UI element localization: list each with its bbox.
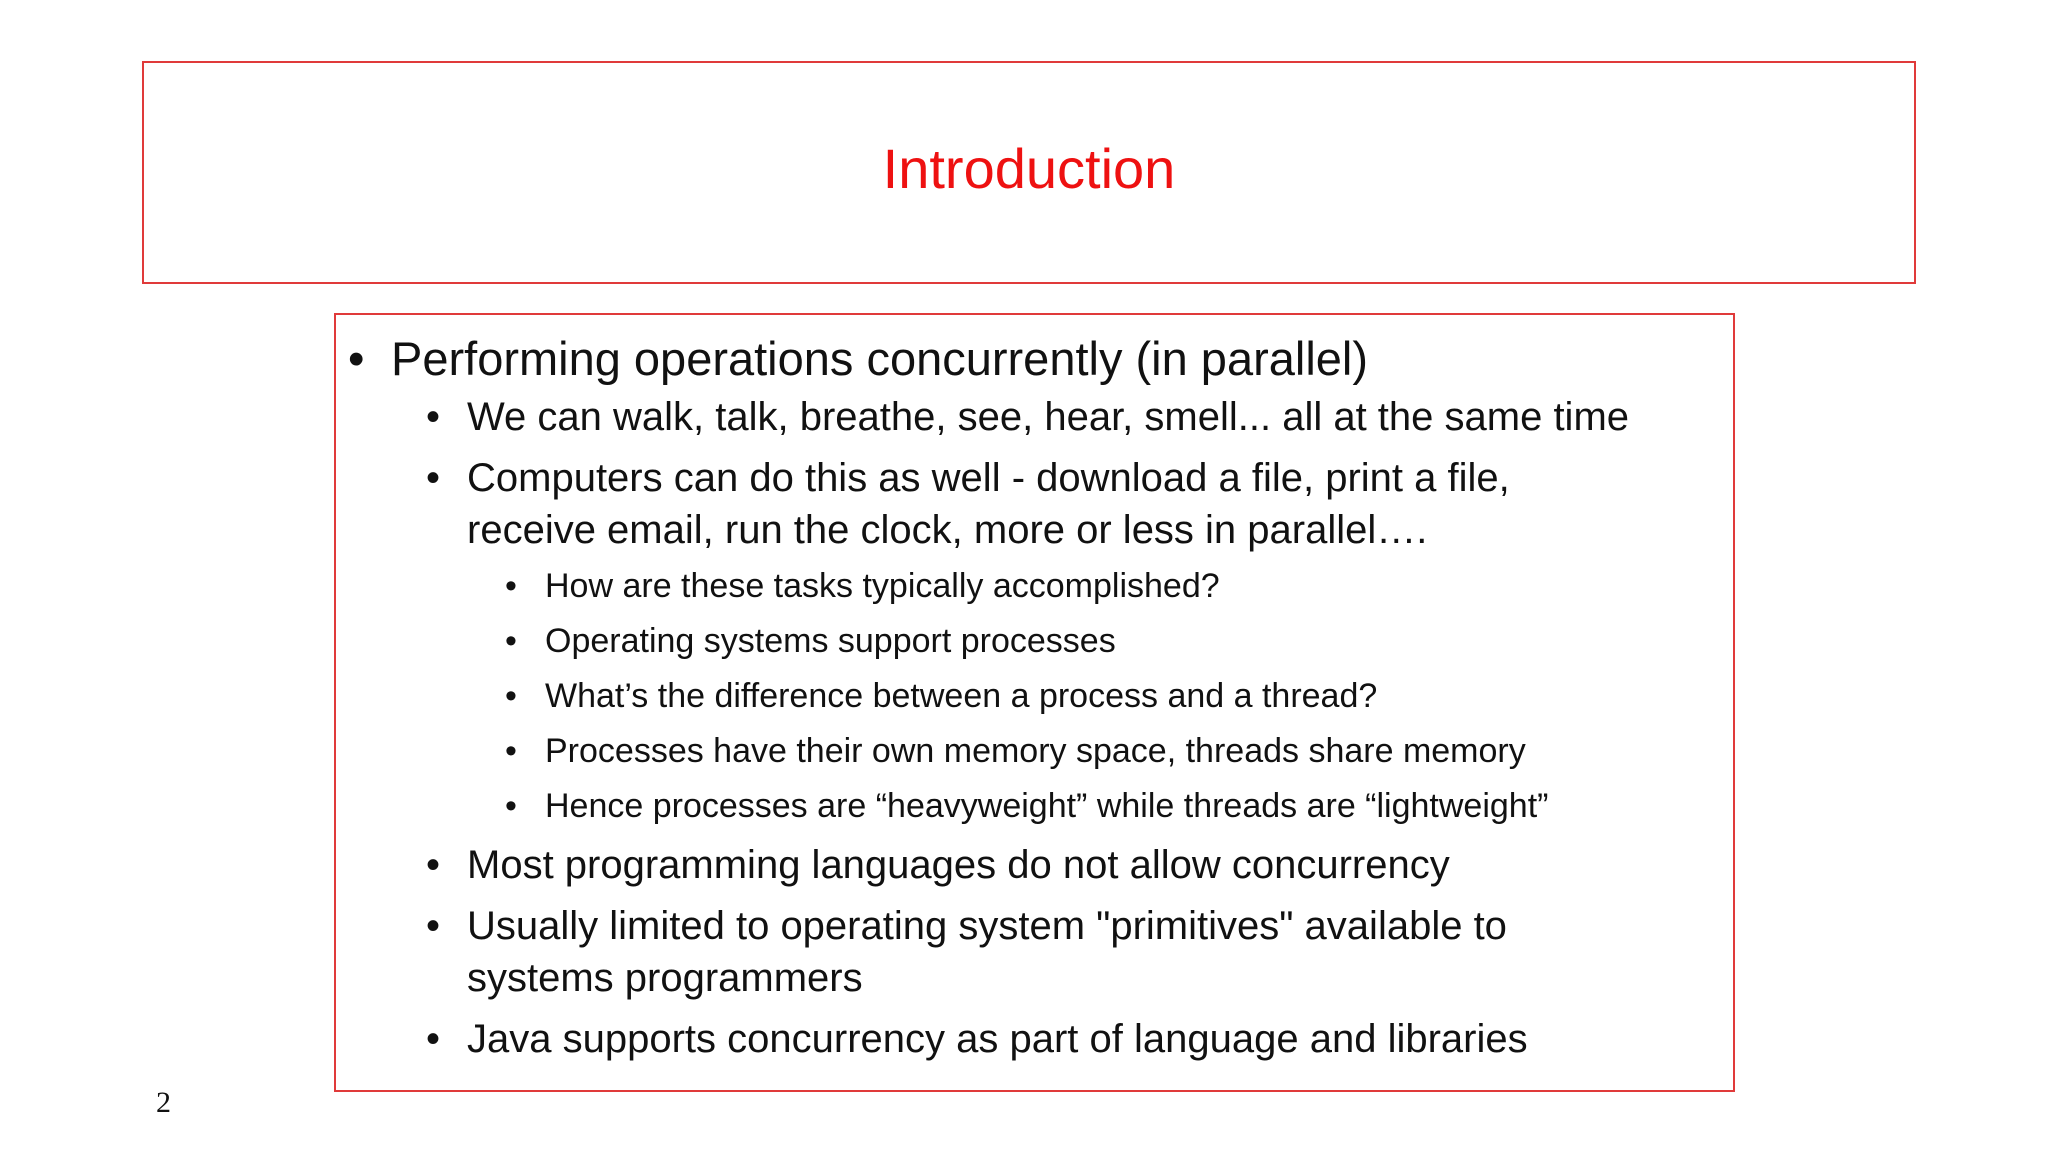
- bullet: •: [426, 456, 441, 500]
- bullet-text: Java supports concurrency as part of language and libraries: [467, 1017, 1528, 1061]
- title-box: [142, 61, 1916, 284]
- bullet-text: We can walk, talk, breathe, see, hear, smell... all at the same time: [467, 395, 1630, 439]
- bullet: •: [505, 677, 517, 715]
- bullet-text-continued: receive email, run the clock, more or less in parallel….: [467, 508, 1428, 552]
- bullet-text-continued: systems programmers: [467, 956, 863, 1000]
- bullet-text: Processes have their own memory space, threads share memory: [545, 732, 1526, 770]
- bullet-text: How are these tasks typically accomplished?: [545, 567, 1220, 605]
- bullet-text: Performing operations concurrently (in parallel): [391, 332, 1368, 385]
- bullet: •: [505, 567, 517, 605]
- slide-title: Introduction: [882, 136, 1176, 200]
- bullet-text: Most programming languages do not allow concurrency: [467, 843, 1450, 887]
- bullet: •: [505, 787, 517, 825]
- bullet-text: Hence processes are “heavyweight” while threads are “lightweight”: [545, 787, 1549, 825]
- bullet: •: [426, 1017, 441, 1061]
- bullet: •: [348, 332, 365, 385]
- bullet-text: What’s the difference between a process and a thread?: [545, 677, 1378, 715]
- page-number: 2: [156, 1086, 171, 1119]
- bullet: •: [505, 732, 517, 770]
- bullet-text: Computers can do this as well - download a file, print a file,: [467, 456, 1510, 500]
- bullet: •: [505, 622, 517, 660]
- bullet: •: [426, 843, 441, 887]
- content-box: [334, 313, 1735, 1092]
- bullet-text: Usually limited to operating system "primitives" available to: [467, 904, 1507, 948]
- bullet-text: Operating systems support processes: [545, 622, 1116, 660]
- bullet: •: [426, 395, 441, 439]
- bullet: •: [426, 904, 441, 948]
